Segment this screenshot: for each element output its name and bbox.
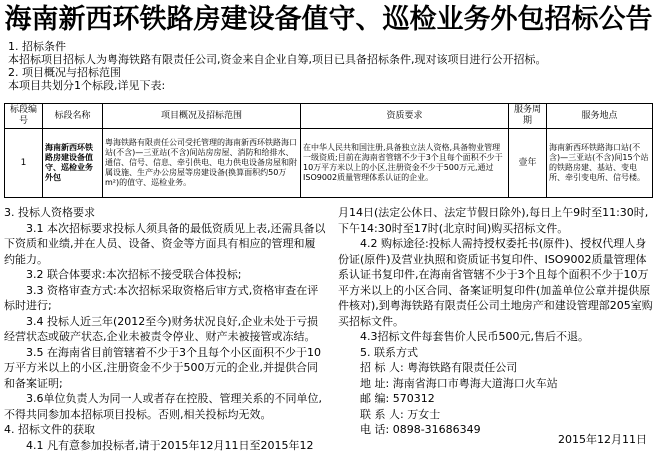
- section-2-text: 本项目共划分1个标段,详见下表:: [8, 79, 165, 92]
- right-column: [338, 205, 653, 438]
- table-cell-scope: 粤海铁路有限责任公司受托管理的海南新西环铁路海口站(不含)—三亚站(不含)间站房房屋、消防和给排水、通信、信号、信息、牵引供电、电力供电设备房屋和附属设施、生产办公房屋等房建设备(换算面积约50万m²)的值守、巡检业务。: [103, 129, 301, 198]
- contact-label: 电 话:: [360, 423, 389, 436]
- contact-value: 粤海铁路有限责任公司: [407, 361, 517, 374]
- contact-value: 万女士: [407, 408, 440, 421]
- table-header-cell: 资质要求: [301, 104, 509, 129]
- right-paragraph: 4.2 购标途径:投标人需持授权委托书(原件)、授权代理人身份证(原件)及营业执照和资质证书复印件、ISO9002质量管理体系认证书复印件,在海南省管辖不少于3个且每个面积不少于10万平方米以上的小区合同、备案证明复印件(加盖单位公章并提供原件核对),到粤海铁路有限责任公司土地房产和建设管理部205室购买招标文件。: [338, 236, 653, 329]
- contact-zip: [338, 391, 653, 407]
- left-paragraph: 3.5 在海南省目前管辖着不少于3个且每个小区面积不少于10万平方米以上的小区,注册资金不少于500万元的企业,并提供合同和备案证明;: [4, 345, 326, 392]
- table-header-cell: 项目概况及招标范围: [103, 104, 301, 129]
- table-cell-place: 海南新西环铁路海口站(不含)—三亚站(不含)间15个站的铁路房建、基站、变电所、牵引变电所、信号楼。: [547, 129, 653, 198]
- left-paragraph: 3.4 投标人近三年(2012至今)财务状况良好,企业未处于亏损经营状态或破产状态,企业未被责令停业、财产未被接管或冻结。: [4, 314, 326, 345]
- left-paragraph: 3.1 本次招标要求投标人须具备的最低资质见上表,还需具备以下资质和业绩,并在人员、设备、资金等方面具有相应的管理和履约能力。: [4, 221, 326, 268]
- left-column: [4, 205, 326, 453]
- table-header-cell: 标段名称: [43, 104, 103, 129]
- table-cell-no: 1: [5, 129, 43, 198]
- left-paragraph: 3.2 联合体要求:本次招标不接受联合体投标;: [4, 267, 326, 283]
- contact-value: 海南省海口市粤海大道海口火车站: [393, 377, 558, 390]
- contact-label: 地 址:: [360, 377, 389, 390]
- table-cell-period: 壹年: [509, 129, 547, 198]
- right-paragraph: 5. 联系方式: [338, 345, 653, 361]
- contact-label: 招 标 人:: [360, 361, 404, 374]
- bid-section-table: [4, 103, 653, 198]
- section-2-heading: 2. 项目概况与招标范围: [8, 66, 121, 79]
- table-cell-name: 海南新西环铁路房建设备值守、巡检业务外包: [43, 129, 103, 198]
- right-paragraph: 月14日(法定公休日、法定节假日除外),每日上午9时至11:30时,下午14:30时至17时(北京时间)购买招标文件。: [338, 205, 653, 236]
- left-paragraph: 4. 招标文件的获取: [4, 422, 326, 438]
- announcement-date: 2015年12月11日: [558, 431, 647, 447]
- contact-label: 联 系 人:: [360, 408, 404, 421]
- table-row: [5, 129, 653, 198]
- table-header-row: [5, 104, 653, 129]
- section-1-heading: 1. 招标条件: [8, 40, 66, 53]
- contact-label: 邮 编:: [360, 392, 389, 405]
- table-cell-qualification: 在中华人民共和国注册,具备独立法人资格,具备物业管理一级资质;目前在海南省管辖不少于3个且每个面积不少于10万平方米以上的小区,注册资金不少于500万元,通过ISO9002质量管理体系认证的企业。: [301, 129, 509, 198]
- left-paragraph: 3.6单位负责人为同一人或者存在控股、管理关系的不同单位,不得共同参加本招标项目投标。否则,相关投标均无效。: [4, 391, 326, 422]
- table-header-cell: 服务地点: [547, 104, 653, 129]
- table-header-cell: 服务周期: [509, 104, 547, 129]
- left-paragraph: 4.1 凡有意参加投标者,请于2015年12月11日至2015年12: [4, 438, 326, 453]
- left-paragraph: 3.3 资格审查方式:本次招标采取资格后审方式,资格审查在评标时进行;: [4, 283, 326, 314]
- table-header-cell: 标段编号: [5, 104, 43, 129]
- contact-organization: [338, 360, 653, 376]
- contact-address: [338, 376, 653, 392]
- right-paragraph: 4.3招标文件每套售价人民币500元,售后不退。: [338, 329, 653, 345]
- contact-value: 570312: [393, 392, 435, 405]
- page-title: 海南新西环铁路房建设备值守、巡检业务外包招标公告: [0, 0, 657, 40]
- contact-value: 0898-31686349: [393, 423, 481, 436]
- left-paragraph: 3. 投标人资格要求: [4, 205, 326, 221]
- section-1-text: 本招标项目招标人为粤海铁路有限责任公司,资金来自企业自筹,项目已具备招标条件,现对该项目进行公开招标。: [8, 53, 547, 66]
- contact-person: [338, 407, 653, 423]
